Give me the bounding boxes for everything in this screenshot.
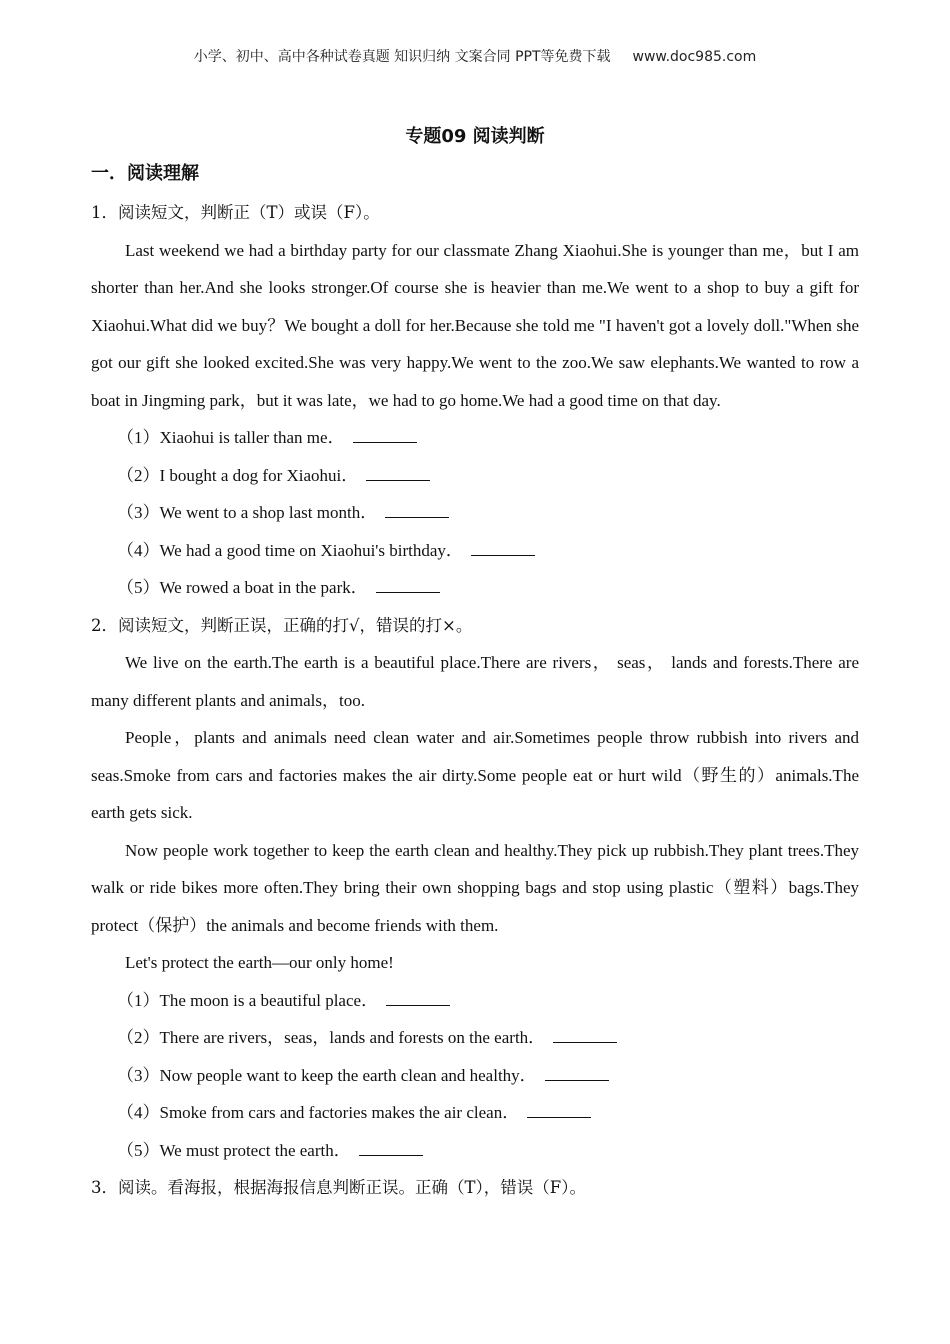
question-2-paragraph: People，plants and animals need clean water and air.Sometimes people throw rubbish into rivers and seas.Smoke from cars and factories makes the air dirty.Some people eat or hurt wild（野生的）animals.The earth gets sick. (91, 728, 859, 822)
answer-blank[interactable] (376, 578, 440, 593)
item-text: （3）We went to a shop last month． (117, 503, 378, 522)
answer-blank[interactable] (545, 1066, 609, 1081)
item-text: （1）The moon is a beautiful place． (117, 990, 379, 1010)
question-3-instruction: 3．阅读。看海报，根据海报信息判断正误。正确（T），错误（F）。 (91, 1178, 586, 1197)
question-1-item (91, 532, 859, 570)
document-title: 专题09 阅读判断 (405, 126, 545, 147)
item-text: （4）We had a good time on Xiaohui's birthday． (117, 540, 463, 560)
question-2-paragraph: Let's protect the earth—our only home! (125, 953, 394, 972)
question-1-item (91, 569, 859, 607)
page-header (0, 46, 950, 66)
document-body (91, 194, 859, 1207)
item-text: （5）We must protect the earth． (117, 1140, 351, 1160)
question-1-passage: Last weekend we had a birthday party for our classmate Zhang Xiaohui.She is younger than me，but I am shorter than her.And she looks stronger.Of course she is heavier than me.We went to a shop to buy a gift for Xiaohui.What did we buy？We bought a doll for her.Because she told me "I haven't got a lovely doll."When she got our gift she looked excited.She was very happy.We went to the zoo.We saw elephants.We wanted to row a boat in Jingming park，but it was late，we had to go home.We had a good time on that day. (91, 240, 859, 410)
question-2-item (91, 982, 859, 1020)
question-2-item (91, 1019, 859, 1057)
answer-blank[interactable] (359, 1141, 423, 1156)
question-2-paragraph: Now people work together to keep the earth clean and healthy.They pick up rubbish.They plant trees.They walk or ride bikes more often.They bring their own shopping bags and stop using plastic（塑料）bags.They protect（保护）the animals and become friends with them. (91, 840, 859, 935)
header-site-link[interactable]: www.doc985.com (632, 49, 757, 65)
answer-blank[interactable] (366, 466, 430, 481)
answer-blank[interactable] (527, 1103, 591, 1118)
answer-blank[interactable] (353, 428, 417, 443)
question-1-item (91, 457, 859, 495)
question-1-instruction: 1．阅读短文，判断正（T）或误（F）。 (91, 203, 380, 222)
answer-blank[interactable] (386, 991, 450, 1006)
question-1-item (91, 419, 859, 457)
item-text: （3）Now people want to keep the earth clean and healthy． (117, 1065, 537, 1085)
item-text: （1）Xiaohui is taller than me． (117, 428, 345, 447)
answer-blank[interactable] (471, 541, 535, 556)
question-2-item (91, 1132, 859, 1170)
question-1-item (91, 494, 859, 532)
question-2-item (91, 1057, 859, 1095)
item-text: （4）Smoke from cars and factories makes the air clean． (117, 1103, 520, 1122)
header-text: 小学、初中、高中各种试卷真题 知识归纳 文案合同 PPT等免费下载 (193, 49, 611, 65)
question-2-instruction: 2．阅读短文，判断正误，正确的打√，错误的打×。 (91, 615, 473, 635)
item-text: （2）There are rivers，seas，lands and forests on the earth． (117, 1028, 546, 1047)
question-2-item (91, 1094, 859, 1132)
answer-blank[interactable] (553, 1028, 617, 1043)
item-text: （2）I bought a dog for Xiaohui． (117, 465, 359, 485)
question-2-paragraph: We live on the earth.The earth is a beautiful place.There are rivers， seas， lands and forests.There are many different plants and animals，too. (91, 653, 859, 710)
item-text: （5）We rowed a boat in the park． (117, 578, 368, 597)
answer-blank[interactable] (385, 503, 449, 518)
section-heading: 一．阅读理解 (91, 163, 199, 184)
